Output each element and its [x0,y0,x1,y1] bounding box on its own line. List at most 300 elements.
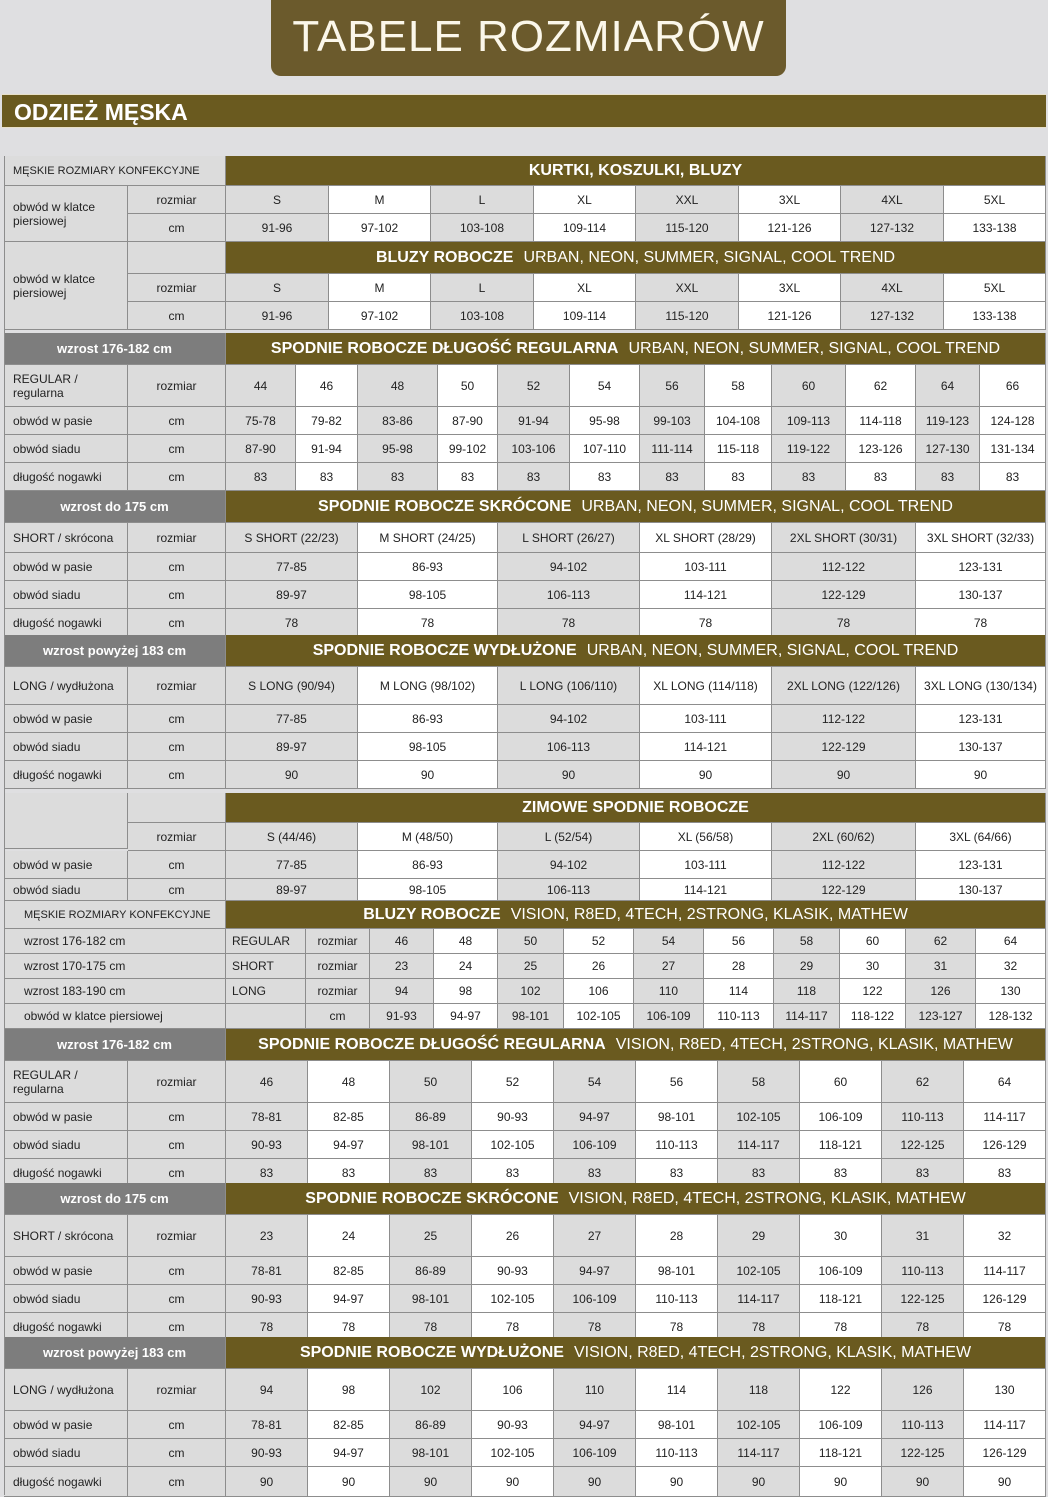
table-cell [329,214,431,242]
table-cell-value: 90-93 [251,1137,282,1152]
table-cell [640,435,705,463]
table-cell [226,761,358,789]
table-cell [772,581,916,609]
table-cell [296,463,358,491]
blank-cell [128,242,226,274]
table-cell [718,1257,800,1285]
table-cell [226,823,358,851]
table-cell-value: 90 [698,767,713,782]
table-cell-value: 90 [587,1474,602,1489]
table-cell-value: 114-121 [683,882,728,897]
table-cell-value: 4XL [881,192,903,207]
table-cell-value: 78 [420,615,435,630]
table-cell-value: 110-113 [901,1263,944,1278]
table-cell [554,1439,636,1467]
table-cell-value: 52 [591,934,606,948]
table-cell-value: 106-113 [546,587,591,602]
table-cell-value: XXL [675,280,699,295]
table-cell [739,186,841,214]
table-cell [882,1215,964,1257]
row-label [4,365,128,407]
table-cell-value: 2XL SHORT (30/31) [789,530,898,545]
row-label-text: obwód w pasie [13,711,93,726]
table-cell-value: 58 [731,378,745,393]
table-cell [976,979,1046,1004]
table-cell [358,609,498,637]
table-cell [358,463,438,491]
table-cell [906,954,976,979]
table-cell-value: 90-93 [251,1445,282,1460]
table-cell [498,954,564,979]
row-unit [128,1467,226,1497]
table-title-bold: BLUZY ROBOCZE [363,905,501,923]
table-cell-value: 50 [423,1074,438,1089]
table-cell [498,733,640,761]
table-cell-value: 110-113 [901,1109,944,1124]
table-title-bold: SPODNIE ROBOCZE SKRÓCONE [305,1189,559,1207]
table-cell-value: 83 [751,1165,766,1180]
table-cell-value: 118 [748,1382,769,1397]
table-cell [636,1257,718,1285]
table-cell [916,365,980,407]
table-cell-value: 26 [505,1228,520,1243]
row-label [4,705,128,733]
table-title [226,491,1046,523]
table-cell-value: 25 [423,1228,438,1243]
row-unit [128,553,226,581]
table-cell-value: 130 [994,1382,1015,1397]
table-corner-label [4,333,226,365]
table-cell [800,1061,882,1103]
table-cell [634,929,704,954]
row-unit-text: cm [168,559,185,574]
table-cell-value: 83 [319,469,334,484]
table-cell-value: 97-102 [360,308,399,323]
table-cell-value: 103-108 [459,220,505,235]
table-cell-value: 98-101 [411,1137,450,1152]
table-cell-value: 78-81 [251,1417,282,1432]
table-cell-value: 122 [830,1382,851,1397]
table-cell-value: 83 [505,1165,520,1180]
table-cell [472,1061,554,1103]
table-cell [564,1004,634,1029]
table-cell-value: 95-98 [589,413,620,428]
table-cell-value: 86-93 [412,711,443,726]
table-cell-value: 115-118 [716,441,760,456]
row-label-text: obwód w pasie [13,1417,93,1432]
table-title [226,333,1046,365]
table-cell-value: 112-122 [821,857,866,872]
table-cell-value: M (48/50) [401,829,454,844]
table-cell-value: 130-137 [958,739,1003,754]
row-unit [128,879,226,901]
table-cell [390,1467,472,1497]
table-cell [472,1369,554,1411]
table-cell [846,407,916,435]
table-cell-value: 90-93 [497,1109,528,1124]
table-cell [308,1439,390,1467]
table-title [226,1183,1046,1215]
row-unit-text: rozmiar [156,378,197,393]
table-cell-value: 98-101 [511,1009,550,1023]
row-label [4,1004,226,1029]
table-cell [570,407,640,435]
table-cell-value: 77-85 [276,711,307,726]
table-cell [976,929,1046,954]
row-unit-text: cm [168,767,185,782]
row-unit [128,733,226,761]
table-cell-value: 60 [833,1074,848,1089]
table-cell [772,733,916,761]
table-cell [554,1369,636,1411]
table-cell [772,879,916,901]
row-label [4,435,128,463]
row-unit [128,1061,226,1103]
table-cell-value: 90 [751,1474,766,1489]
table-cell-value: 78 [698,615,713,630]
table-cell [704,929,774,954]
row-label-text: obwód siadu [13,1137,81,1152]
table-cell [916,851,1046,879]
table-cell-value: 110-113 [901,1417,944,1432]
table-cell [472,1131,554,1159]
table-cell-value: 83 [833,1165,848,1180]
row-label [4,929,226,954]
table-cell [370,929,434,954]
table-cell-value: 115-120 [665,308,709,323]
table-cell-value: 126 [912,1382,933,1397]
table-cell [358,581,498,609]
table-cell-value: 24 [341,1228,356,1243]
row-label-text: obwód w pasie [13,857,93,872]
table-cell [840,954,906,979]
table-cell-value: 110 [658,984,679,998]
table-cell [800,1215,882,1257]
table-cell-value: 128-132 [988,1009,1033,1023]
table-cell [498,823,640,851]
table-cell [498,1004,564,1029]
table-cell [390,1439,472,1467]
table-cell-value: 110-113 [655,1137,698,1152]
table-cell [800,1369,882,1411]
table-cell [964,1215,1046,1257]
table-cell [226,407,296,435]
table-cell-value: 77-85 [276,559,307,574]
table-cell-value: 91-94 [311,441,342,456]
table-cell [882,1369,964,1411]
table-cell [718,1103,800,1131]
table-cell-value: 31 [915,1228,930,1243]
table-cell [226,553,358,581]
table-cell [882,1257,964,1285]
table-title-bold: SPODNIE ROBOCZE WYDŁUŻONE [312,641,577,659]
table-cell-value: 104-108 [715,413,761,428]
table-cell [296,365,358,407]
table-cell-value: S (44/46) [266,829,317,844]
row-group-label [4,242,128,330]
table-cell [800,1285,882,1313]
table-cell [472,1411,554,1439]
table-cell [841,214,944,242]
table-cell [916,523,1046,553]
table-cell [554,1131,636,1159]
table-cell [640,733,772,761]
table-cell-value: 89-97 [276,882,307,897]
table-cell-value: 86-89 [415,1263,446,1278]
table-cell-value: 127-130 [925,441,970,456]
blank-cell [4,793,128,849]
table-cell [498,609,640,637]
table-cell [554,1257,636,1285]
row-unit-text: cm [168,441,185,456]
table-cell-value: 44 [253,378,268,393]
table-cell [916,581,1046,609]
table-cell-value: L LONG (106/110) [519,678,618,693]
row-unit-text: cm [168,1165,185,1180]
table-cell [916,553,1046,581]
table-cell [882,1285,964,1313]
table-cell [916,761,1046,789]
table-title [226,1029,1046,1061]
table-cell-value: 23 [259,1228,274,1243]
table-cell [704,1004,774,1029]
table-cell-value: 91-93 [386,1009,417,1023]
table-cell [739,274,841,302]
row-unit-text: cm [168,220,185,235]
table-cell [916,733,1046,761]
table-cell [944,274,1046,302]
table-cell-value: L [478,192,486,207]
table-cell-value: 28 [669,1228,684,1243]
table-cell [882,1103,964,1131]
table-cell [800,1257,882,1285]
row-unit [128,1439,226,1467]
table-cell-value: 78 [259,1319,274,1334]
table-cell-value: 78 [587,1319,602,1334]
table-cell-value: 98-105 [408,882,447,897]
row-unit [128,1411,226,1439]
table-cell [226,609,358,637]
table-cell-value: 27 [661,959,676,973]
table-cell-value: 103-111 [684,559,727,574]
table-cell [226,186,329,214]
row-unit-text: rozmiar [156,678,197,693]
table-cell-value: 78 [505,1319,520,1334]
table-cell [296,407,358,435]
row-unit-text: cm [168,711,185,726]
table-cell [358,733,498,761]
table-cell [226,302,329,330]
table-cell [640,365,705,407]
table-cell [640,523,772,553]
row-label-text: obwód siadu [13,1291,81,1306]
table-cell-value: 56 [731,934,746,948]
table-cell [882,1439,964,1467]
table-cell-value: XL (56/58) [677,829,734,844]
row-label [4,463,128,491]
table-cell-value: 78 [669,1319,684,1334]
table-cell-value: 122-125 [900,1137,945,1152]
table-cell-value: 83 [997,1165,1012,1180]
table-cell [498,761,640,789]
row-label [4,1285,128,1313]
table-cell [640,705,772,733]
table-cell-value: 130-137 [958,587,1003,602]
table-cell [640,823,772,851]
table-cell-value: 78 [341,1319,356,1334]
table-cell [226,851,358,879]
table-cell-value: 56 [669,1074,684,1089]
table-cell-value: 106 [502,1382,523,1397]
row-unit [128,407,226,435]
table-cell-value: 98-101 [411,1445,450,1460]
table-cell-value: 94 [394,984,409,998]
table-cell [772,667,916,705]
table-cell [640,553,772,581]
table-cell-value: 78 [751,1319,766,1334]
table-cell [226,1285,308,1313]
table-cell [498,929,564,954]
table-cell [358,407,438,435]
row-fit [226,979,306,1004]
table-cell-value: 110 [584,1382,605,1397]
table-cell-value: 56 [665,378,679,393]
row-unit-text: cm [168,1445,185,1460]
table-cell [640,851,772,879]
table-cell-value: 99-103 [653,413,691,428]
corner-text: MĘSKIE ROZMIARY KONFEKCYJNE [13,164,200,177]
table-cell [846,435,916,463]
table-cell-value: S SHORT (22/23) [244,530,339,545]
table-cell [472,1103,554,1131]
table-cell-value: 126-129 [982,1445,1027,1460]
table-cell-value: 2XL LONG (122/126) [787,678,900,693]
table-cell-value: 114 [728,984,749,998]
table-cell [226,1257,308,1285]
table-cell [498,553,640,581]
table-cell [916,705,1046,733]
table-cell [308,1467,390,1497]
row-fit-text: REGULAR [232,934,291,948]
table-cell [390,1411,472,1439]
table-title-brands: URBAN, NEON, SUMMER, SIGNAL, COOL TREND [523,248,896,266]
table-cell-value: 114-117 [785,1009,828,1023]
table-cell-value: 5XL [983,280,1006,295]
table-title [226,242,1046,274]
table-cell [636,1369,718,1411]
table-cell [718,1439,800,1467]
row-unit-text: cm [168,1109,185,1124]
row-unit-text: rozmiar [156,829,197,844]
table-cell [358,667,498,705]
row-label-text: długość nogawki [13,1474,102,1489]
table-cell [358,523,498,553]
table-cell [434,954,498,979]
table-cell [308,1369,390,1411]
table-cell-value: 95-98 [382,441,413,456]
row-label-text: LONG / wydłużona [13,1382,114,1397]
table-cell-value: 83 [259,1165,274,1180]
table-cell-value: 78 [423,1319,438,1334]
table-cell-value: 28 [731,959,746,973]
table-cell [226,463,296,491]
table-title-brands: VISION, R8ED, 4TECH, 2STRONG, KLASIK, MATHEW [615,1035,1013,1053]
table-cell-value: 94-102 [549,711,588,726]
row-label-text: REGULAR / regularna [13,371,78,400]
table-cell-value: 78 [973,615,988,630]
table-cell [980,365,1046,407]
table-cell-value: 50 [460,378,475,393]
table-cell [636,186,739,214]
table-cell-value: 83 [731,469,745,484]
table-cell [906,929,976,954]
row-fit [226,954,306,979]
table-cell [944,186,1046,214]
table-cell [980,435,1046,463]
table-cell [636,1439,718,1467]
table-cell [498,979,564,1004]
table-cell-value: 109-114 [562,308,607,323]
table-cell [434,1004,498,1029]
table-title-brands: URBAN, NEON, SUMMER, SIGNAL, COOL TREND [581,497,953,515]
table-cell [640,581,772,609]
table-cell-value: 122-125 [900,1445,945,1460]
table-cell [718,1369,800,1411]
table-cell-value: 99-102 [448,441,487,456]
table-cell-value: 82-85 [333,1109,364,1124]
row-unit-text: rozmiar [156,530,197,545]
row-unit [128,523,226,553]
row-unit [128,667,226,705]
table-cell [636,1215,718,1257]
table-cell [800,1131,882,1159]
table-cell [358,705,498,733]
row-label [4,954,226,979]
table-cell [718,1467,800,1497]
table-cell-value: 130-137 [958,882,1003,897]
table-cell-value: 106-113 [546,739,591,754]
table-cell [916,823,1046,851]
table-cell [308,1411,390,1439]
table-title [226,901,1046,929]
table-cell-value: 114-121 [683,739,728,754]
table-cell-value: 114-121 [683,587,728,602]
row-unit [306,954,370,979]
table-cell [634,954,704,979]
table-cell [226,1439,308,1467]
table-cell [226,1411,308,1439]
table-cell [841,302,944,330]
table-cell [498,365,570,407]
table-cell-value: 115-120 [665,220,709,235]
table-cell-value: 127-132 [869,308,915,323]
row-label-text: SHORT / skrócona [13,530,114,545]
table-cell-value: 114 [666,1382,687,1397]
table-cell-value: 111-114 [651,441,693,456]
table-cell-value: 90-93 [497,1263,528,1278]
table-cell-value: 90 [505,1474,520,1489]
table-cell-value: 122-125 [900,1291,945,1306]
table-cell [390,1215,472,1257]
table-title [226,635,1046,667]
table-cell [964,1369,1046,1411]
table-cell [964,1257,1046,1285]
row-label-text: LONG / wydłużona [13,678,114,693]
row-label-text: obwód siadu [13,1445,81,1460]
table-cell-value: 94-97 [333,1445,364,1460]
table-cell-value: 122-129 [821,587,866,602]
table-cell-value: 89-97 [276,739,307,754]
